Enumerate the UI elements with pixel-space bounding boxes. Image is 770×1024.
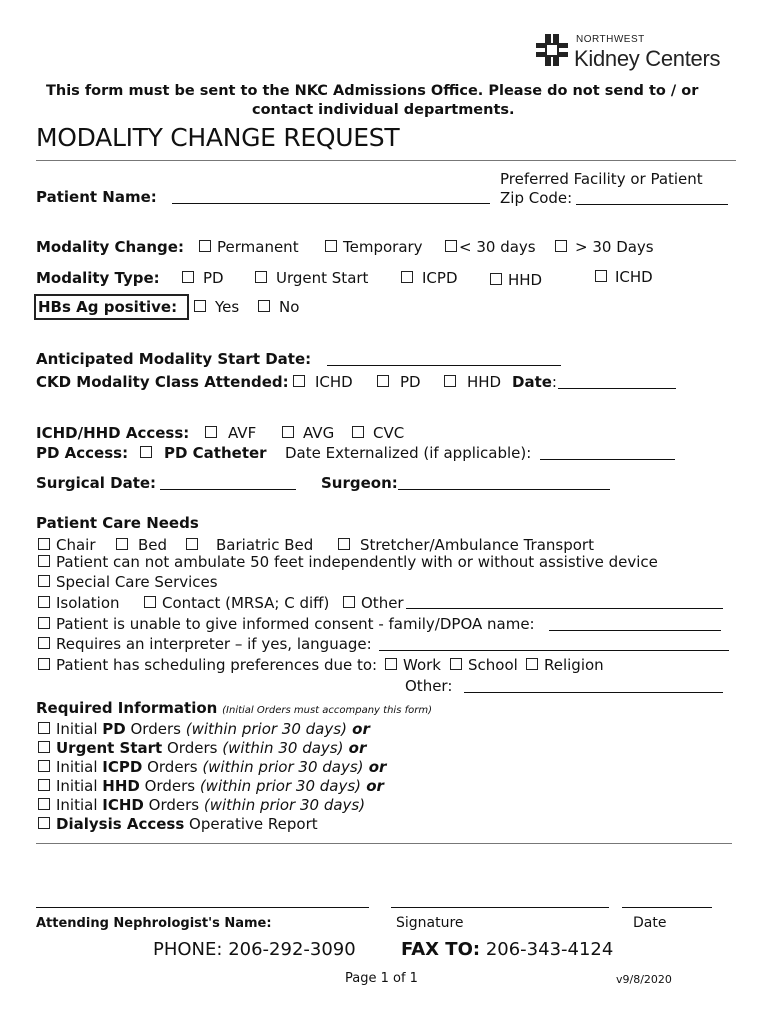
checkbox-religion[interactable] bbox=[526, 656, 604, 674]
checkbox-required-ichd[interactable] bbox=[38, 796, 365, 814]
checkbox-icon bbox=[401, 271, 413, 283]
option-label: Permanent bbox=[217, 238, 299, 256]
dpoa-name-field[interactable] bbox=[549, 614, 721, 631]
option-label: Yes bbox=[215, 298, 240, 316]
option-label: Temporary bbox=[343, 238, 423, 256]
checkbox-cannot-ambulate[interactable] bbox=[38, 553, 658, 571]
item-bold: Urgent Start bbox=[56, 739, 163, 757]
section-divider bbox=[36, 843, 732, 844]
nephrologist-name-field[interactable] bbox=[36, 895, 369, 908]
modality-change-label: Modality Change: bbox=[36, 238, 184, 256]
ckd-class-label: CKD Modality Class Attended: bbox=[36, 373, 289, 391]
option-label: Bariatric Bed bbox=[216, 536, 314, 554]
anticipated-start-label: Anticipated Modality Start Date: bbox=[36, 350, 312, 368]
option-label: Religion bbox=[544, 656, 604, 674]
checkbox-icon bbox=[38, 658, 50, 670]
patient-name-label: Patient Name: bbox=[36, 188, 157, 206]
option-label: HHD bbox=[508, 271, 543, 289]
option-label: Isolation bbox=[56, 594, 120, 612]
option-label: > 30 Days bbox=[575, 238, 654, 256]
checkbox-icon bbox=[352, 426, 364, 438]
fax-label: FAX TO: bbox=[401, 939, 481, 960]
checkbox-icon bbox=[595, 270, 607, 282]
option-label: AVF bbox=[228, 424, 257, 442]
item-mid: Orders bbox=[125, 720, 186, 738]
option-label: HHD bbox=[467, 373, 502, 391]
checkbox-icon bbox=[38, 617, 50, 629]
checkbox-ckd-hhd[interactable] bbox=[444, 373, 501, 391]
phone bbox=[153, 939, 356, 960]
checkbox-stretcher[interactable] bbox=[338, 536, 594, 554]
checkbox-icon bbox=[38, 817, 50, 829]
checkbox-icon bbox=[293, 375, 305, 387]
checkbox-icon bbox=[38, 798, 50, 810]
checkbox-icon bbox=[258, 300, 270, 312]
ckd-date bbox=[512, 373, 557, 391]
checkbox-special-care[interactable] bbox=[38, 573, 218, 591]
checkbox-icon bbox=[385, 658, 397, 670]
checkbox-icon bbox=[444, 375, 456, 387]
signature-field[interactable] bbox=[391, 895, 609, 908]
fax bbox=[401, 939, 613, 960]
checkbox-gt-30-days[interactable] bbox=[555, 238, 654, 256]
checkbox-icon bbox=[205, 426, 217, 438]
option-label: ICHD bbox=[315, 373, 353, 391]
option-label: Patient is unable to give informed consent - family/DPOA name: bbox=[56, 615, 535, 633]
date-field[interactable] bbox=[622, 895, 712, 908]
option-label: Other bbox=[361, 594, 404, 612]
checkbox-pd[interactable] bbox=[182, 269, 224, 287]
checkbox-icon bbox=[199, 240, 211, 252]
option-label: Patient can not ambulate 50 feet independently with or without assistive device bbox=[56, 553, 658, 571]
checkbox-icon bbox=[555, 240, 567, 252]
checkbox-hbs-no[interactable] bbox=[258, 298, 299, 316]
required-heading: Required Information bbox=[36, 699, 218, 717]
checkbox-scheduling[interactable] bbox=[38, 656, 377, 674]
option-label: PD bbox=[203, 269, 224, 287]
checkbox-icon bbox=[282, 426, 294, 438]
checkbox-icon bbox=[445, 240, 457, 252]
patient-name-field[interactable] bbox=[172, 186, 490, 204]
option-label: ICPD bbox=[422, 269, 458, 287]
item-mid: Orders bbox=[139, 777, 200, 795]
item-mid: Orders bbox=[143, 796, 204, 814]
preferred-facility-line1: Preferred Facility or Patient bbox=[500, 170, 703, 188]
option-label: School bbox=[468, 656, 518, 674]
pd-access-label: PD Access: bbox=[36, 444, 129, 462]
date-externalized-field[interactable] bbox=[540, 443, 675, 460]
option-label: ICHD bbox=[615, 268, 653, 286]
checkbox-icon bbox=[38, 596, 50, 608]
checkbox-icon bbox=[377, 375, 389, 387]
item-italic: (within prior 30 days) bbox=[185, 720, 347, 738]
page-number: Page 1 of 1 bbox=[345, 971, 418, 986]
other-scheduling-field[interactable] bbox=[464, 676, 723, 693]
fax-number: 206-343-4124 bbox=[485, 939, 614, 960]
item-mid: Orders bbox=[162, 739, 223, 757]
date-externalized-label: Date Externalized (if applicable): bbox=[285, 444, 532, 462]
option-label: Urgent Start bbox=[276, 269, 369, 287]
checkbox-required-hhd[interactable] bbox=[38, 777, 384, 795]
item-mid: Orders bbox=[142, 758, 203, 776]
checkbox-permanent[interactable] bbox=[199, 238, 299, 256]
page-title: MODALITY CHANGE REQUEST bbox=[36, 123, 400, 152]
option-label: AVG bbox=[303, 424, 335, 442]
checkbox-icon bbox=[450, 658, 462, 670]
phone-number: 206-292-3090 bbox=[228, 939, 356, 960]
notice-line1: This form must be sent to the NKC Admissions Office. Please do not send to / or bbox=[46, 83, 699, 99]
item-pre: Initial bbox=[56, 758, 103, 776]
surgical-date-label: Surgical Date: bbox=[36, 474, 157, 492]
checkbox-required-icpd[interactable] bbox=[38, 758, 386, 776]
checkbox-bed[interactable] bbox=[116, 536, 167, 554]
item-italic: (within prior 30 days) bbox=[199, 777, 362, 795]
checkbox-icon bbox=[144, 596, 156, 608]
checkbox-temporary[interactable] bbox=[325, 238, 423, 256]
checkbox-other[interactable] bbox=[343, 594, 404, 612]
checkbox-interpreter[interactable] bbox=[38, 635, 372, 653]
surgical-date-field[interactable] bbox=[160, 473, 296, 490]
nkc-logo-icon bbox=[536, 34, 568, 66]
checkbox-contact[interactable] bbox=[144, 594, 329, 612]
checkbox-icon bbox=[38, 760, 50, 772]
checkbox-work[interactable] bbox=[385, 656, 441, 674]
care-needs-heading: Patient Care Needs bbox=[36, 514, 199, 532]
ckd-date-field[interactable] bbox=[558, 372, 676, 389]
version: v9/8/2020 bbox=[616, 973, 672, 986]
checkbox-icon bbox=[343, 596, 355, 608]
option-label: PD bbox=[400, 373, 421, 391]
ichd-access-label: ICHD/HHD Access: bbox=[36, 424, 190, 442]
checkbox-ichd[interactable] bbox=[595, 268, 653, 286]
preferred-facility-line2: Zip Code: bbox=[500, 189, 573, 207]
option-label: PD Catheter bbox=[164, 444, 267, 462]
checkbox-icon bbox=[490, 273, 502, 285]
option-label: Special Care Services bbox=[56, 573, 218, 591]
checkbox-icon bbox=[116, 538, 128, 550]
nephrologist-name-label: Attending Nephrologist's Name: bbox=[36, 916, 272, 931]
checkbox-icon bbox=[38, 637, 50, 649]
item-or: or bbox=[361, 777, 384, 795]
item-italic: (within 30 days) bbox=[222, 739, 344, 757]
checkbox-avf[interactable] bbox=[205, 424, 256, 442]
checkbox-icon bbox=[338, 538, 350, 550]
required-heading-row bbox=[36, 699, 432, 717]
notice-line2: contact individual departments. bbox=[252, 102, 515, 118]
modality-type-label: Modality Type: bbox=[36, 269, 160, 287]
logo-line2: Kidney Centers bbox=[574, 46, 721, 71]
checkbox-required-dialysis-access[interactable] bbox=[38, 815, 318, 833]
checkbox-icon bbox=[140, 446, 152, 458]
option-label: Contact (MRSA; C diff) bbox=[162, 594, 330, 612]
required-note: (Initial Orders must accompany this form) bbox=[222, 705, 432, 716]
checkbox-icon bbox=[38, 722, 50, 734]
language-field[interactable] bbox=[379, 634, 729, 651]
checkbox-icon bbox=[186, 538, 198, 550]
checkbox-required-pd[interactable] bbox=[38, 720, 370, 738]
option-label: Patient has scheduling preferences due to: bbox=[56, 656, 378, 674]
phone-label: PHONE: bbox=[153, 939, 223, 960]
option-label: Chair bbox=[56, 536, 96, 554]
zip-code-field[interactable] bbox=[576, 188, 728, 205]
checkbox-isolation[interactable] bbox=[38, 594, 120, 612]
checkbox-icon bbox=[38, 555, 50, 567]
option-label: < 30 days bbox=[459, 238, 536, 256]
checkbox-cvc[interactable] bbox=[352, 424, 404, 442]
other-isolation-field[interactable] bbox=[406, 593, 723, 609]
checkbox-icon bbox=[325, 240, 337, 252]
option-label: No bbox=[279, 298, 300, 316]
option-label: Work bbox=[403, 656, 441, 674]
checkbox-icon bbox=[526, 658, 538, 670]
checkbox-icon bbox=[255, 271, 267, 283]
item-mid: Operative Report bbox=[184, 815, 318, 833]
checkbox-hbs-yes[interactable] bbox=[194, 298, 239, 316]
ckd-date-colon: : bbox=[551, 373, 557, 391]
hbs-ag-label: HBs Ag positive: bbox=[34, 294, 189, 320]
logo-line1: NORTHWEST bbox=[576, 34, 645, 45]
item-or: or bbox=[346, 720, 370, 738]
title-divider bbox=[36, 160, 736, 161]
item-pre: Initial bbox=[56, 796, 103, 814]
checkbox-ckd-pd[interactable] bbox=[377, 373, 421, 391]
item-bold: ICPD bbox=[102, 758, 143, 776]
option-label: Requires an interpreter – if yes, language: bbox=[56, 635, 372, 653]
checkbox-icpd[interactable] bbox=[401, 269, 458, 287]
item-or: or bbox=[363, 758, 387, 776]
checkbox-hhd[interactable] bbox=[490, 271, 542, 289]
item-bold: ICHD bbox=[102, 796, 144, 814]
checkbox-icon bbox=[38, 538, 50, 550]
item-bold: PD bbox=[102, 720, 126, 738]
checkbox-avg[interactable] bbox=[282, 424, 334, 442]
option-label: Stretcher/Ambulance Transport bbox=[360, 536, 594, 554]
item-pre: Initial bbox=[56, 720, 103, 738]
item-bold: Dialysis Access bbox=[56, 815, 185, 833]
checkbox-icon bbox=[38, 575, 50, 587]
checkbox-chair[interactable] bbox=[38, 536, 96, 554]
ckd-date-label: Date bbox=[512, 373, 552, 391]
option-label: CVC bbox=[373, 424, 405, 442]
signature-label: Signature bbox=[396, 915, 464, 931]
anticipated-start-field[interactable] bbox=[327, 350, 561, 366]
item-italic: (within prior 30 days) bbox=[203, 796, 366, 814]
date-label: Date bbox=[633, 915, 667, 931]
checkbox-urgent-start[interactable] bbox=[255, 269, 368, 287]
item-italic: (within prior 30 days) bbox=[202, 758, 364, 776]
checkbox-required-urgent-start[interactable] bbox=[38, 739, 366, 757]
checkbox-icon bbox=[194, 300, 206, 312]
surgeon-label: Surgeon: bbox=[321, 474, 398, 492]
option-label: Bed bbox=[138, 536, 168, 554]
checkbox-icon bbox=[38, 779, 50, 791]
checkbox-pd-catheter[interactable] bbox=[140, 444, 267, 462]
checkbox-icon bbox=[38, 741, 50, 753]
item-pre: Initial bbox=[56, 777, 103, 795]
item-or: or bbox=[343, 739, 367, 757]
checkbox-ckd-ichd[interactable] bbox=[293, 373, 353, 391]
checkbox-school[interactable] bbox=[450, 656, 518, 674]
checkbox-icon bbox=[182, 271, 194, 283]
checkbox-informed-consent[interactable] bbox=[38, 615, 535, 633]
checkbox-bariatric-bed[interactable] bbox=[186, 536, 313, 554]
item-bold: HHD bbox=[102, 777, 140, 795]
other-scheduling-label: Other: bbox=[405, 677, 453, 695]
checkbox-lt-30-days[interactable] bbox=[445, 238, 536, 256]
surgeon-field[interactable] bbox=[398, 473, 610, 490]
